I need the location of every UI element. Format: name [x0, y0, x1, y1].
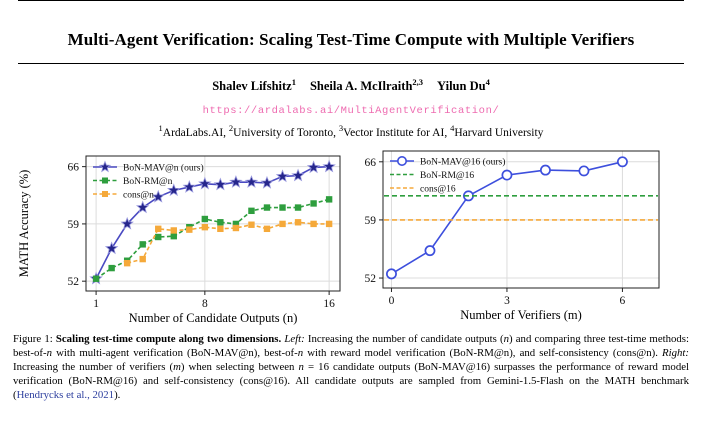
- caption-text: = 16 candidate outputs (BoN-MAV@16) surpasses the performance of reward model verification (BoN-RM@16) and self-consistency (cons@16). All candidate outputs are sampled from Gemini-1.5-Flash on the MATH benchmark (: [13, 361, 690, 402]
- figure-1: [0, 146, 702, 326]
- cons@n-marker: [140, 256, 146, 262]
- caption-text: n: [46, 347, 52, 360]
- left-chart-svg: [12, 146, 346, 326]
- BoN-RM@n-marker: [155, 234, 161, 240]
- x-axis-label: Number of Candidate Outputs (n): [128, 310, 298, 325]
- legend-label: BoN-RM@n: [123, 176, 173, 187]
- BoN-RM@n-marker: [264, 204, 270, 210]
- BoN-RM@n-marker: [171, 233, 177, 239]
- caption-text: n: [503, 332, 510, 345]
- x-axis-label: Number of Verifiers (m): [460, 307, 582, 322]
- x-tick-label: 0: [388, 294, 395, 307]
- BoN-MAV@n (ours)-marker: [292, 170, 303, 181]
- BoN-RM@n-marker: [108, 265, 114, 271]
- BoN-MAV@16 (ours)-marker: [541, 165, 550, 174]
- title-bottom-rule: [18, 63, 684, 64]
- BoN-RM@n-marker: [140, 241, 146, 247]
- caption-text: n: [298, 361, 304, 374]
- BoN-MAV@16 (ours)-marker: [502, 170, 511, 179]
- cons@n-marker: [186, 226, 192, 232]
- caption-text: m: [173, 361, 181, 374]
- BoN-MAV@n (ours)-marker: [230, 176, 241, 187]
- x-tick-label: 16: [323, 297, 335, 310]
- project-link-row: [0, 100, 702, 118]
- caption-text: Increasing the number of candidate outputs (: [304, 332, 504, 345]
- cons@n-marker: [326, 221, 332, 227]
- caption-text: ) when selecting between: [180, 361, 299, 374]
- BoN-MAV@n (ours)-marker: [308, 161, 319, 172]
- BoN-MAV@n (ours)-marker: [261, 177, 272, 188]
- BoN-MAV@16 (ours)-marker: [618, 157, 627, 166]
- caption-text: ).: [114, 389, 121, 402]
- author-line: [0, 77, 702, 94]
- y-tick-label: 66: [67, 161, 79, 174]
- author-name: Shalev Lifshitz$^1$: [212, 77, 296, 94]
- author-name: Yilun Du$^4$: [437, 77, 490, 94]
- caption-text: with reward model verification (BoN-RM@n), and self-consistency (cons@n).: [303, 347, 662, 360]
- cons@n-marker: [171, 227, 177, 233]
- BoN-MAV@n (ours)-marker: [277, 170, 288, 181]
- affiliation-name: Harvard University: [454, 126, 544, 139]
- y-tick-label: 52: [364, 273, 376, 286]
- paper-title: Multi-Agent Verification: Scaling Test-Time Compute with Multiple Verifiers: [67, 30, 635, 49]
- legend-label: BoN-MAV@n (ours): [123, 163, 204, 174]
- affiliation-name: University of Toronto,: [233, 126, 339, 139]
- affiliation-line: $^1$ArdaLabs.AI, $^2$University of Toronto, $^3$Vector Institute for AI, $^4$Harvard University: [158, 123, 544, 139]
- affiliation-name: Vector Institute for AI,: [343, 126, 451, 139]
- project-url-link[interactable]: https://ardalabs.ai/MultiAgentVerification/: [202, 105, 500, 118]
- legend-label: BoN-MAV@16 (ours): [420, 157, 506, 168]
- BoN-RM@n-marker: [217, 219, 223, 225]
- cons@n-marker: [202, 224, 208, 230]
- caption-text: n: [297, 347, 304, 360]
- cons@n-marker: [124, 260, 130, 266]
- legend-label: cons@n: [123, 190, 154, 201]
- cons@n-marker: [279, 221, 285, 227]
- cons@n-marker: [295, 219, 301, 225]
- BoN-MAV@16 (ours)-marker: [387, 269, 396, 278]
- BoN-MAV@16 (ours)-marker: [425, 246, 434, 255]
- caption-text: Left:: [284, 332, 305, 345]
- y-tick-label: 52: [67, 276, 79, 289]
- left-chart: [12, 146, 346, 326]
- affiliation-name: ArdaLabs.AI,: [162, 126, 229, 139]
- figure-1-caption: [0, 332, 702, 402]
- y-tick-label: 59: [364, 214, 376, 227]
- cons@n-marker: [248, 222, 254, 228]
- cons@n-marker: [264, 226, 270, 232]
- legend-label: cons@16: [420, 184, 456, 195]
- cons@n-marker: [233, 225, 239, 231]
- x-tick-label: 8: [201, 297, 208, 310]
- author-name: Sheila A. McIlraith$^{2,3}$: [309, 77, 424, 94]
- y-axis-label: MATH Accuracy (%): [17, 169, 31, 278]
- citation-link[interactable]: Hendrycks et al., 2021: [16, 389, 115, 402]
- BoN-MAV@n (ours)-marker: [106, 242, 117, 253]
- caption-text: ) and comparing three test-time methods: best-of-: [13, 332, 690, 360]
- BoN-MAV@n (ours)-marker: [215, 179, 226, 190]
- y-tick-label: 66: [364, 156, 376, 169]
- cons@n-marker: [217, 226, 223, 232]
- BoN-RM@n-marker: [279, 204, 285, 210]
- y-tick-label: 59: [67, 218, 79, 231]
- right-chart-svg: [356, 146, 690, 326]
- BoN-RM@n-line: [96, 199, 329, 278]
- cons@n-marker: [155, 226, 161, 232]
- BoN-RM@n-marker: [202, 216, 208, 222]
- cons@n-marker: [310, 221, 316, 227]
- caption-text: Increasing the number of verifiers (: [13, 361, 174, 374]
- x-tick-label: 1: [93, 297, 99, 310]
- caption-text: Figure 1:: [13, 332, 56, 345]
- x-tick-label: 3: [504, 294, 510, 307]
- BoN-RM@n-marker: [248, 208, 254, 214]
- BoN-RM@n-marker: [310, 200, 316, 206]
- BoN-MAV@16 (ours)-marker: [579, 166, 588, 175]
- BoN-MAV@n (ours)-marker: [184, 181, 195, 192]
- BoN-RM@n-marker: [93, 276, 99, 282]
- BoN-MAV@n (ours)-marker: [246, 176, 257, 187]
- legend-label: BoN-RM@16: [420, 170, 475, 181]
- top-rule: [18, 0, 684, 18]
- BoN-RM@n-marker: [295, 204, 301, 210]
- BoN-RM@n-marker: [326, 196, 332, 202]
- caption-text: Scaling test-time compute along two dimensions.: [55, 332, 282, 345]
- caption-text: with multi-agent verification (BoN-MAV@n), best-of-: [51, 347, 298, 360]
- right-chart: [356, 146, 690, 326]
- x-tick-label: 6: [619, 294, 626, 307]
- caption-text: Right:: [662, 347, 689, 360]
